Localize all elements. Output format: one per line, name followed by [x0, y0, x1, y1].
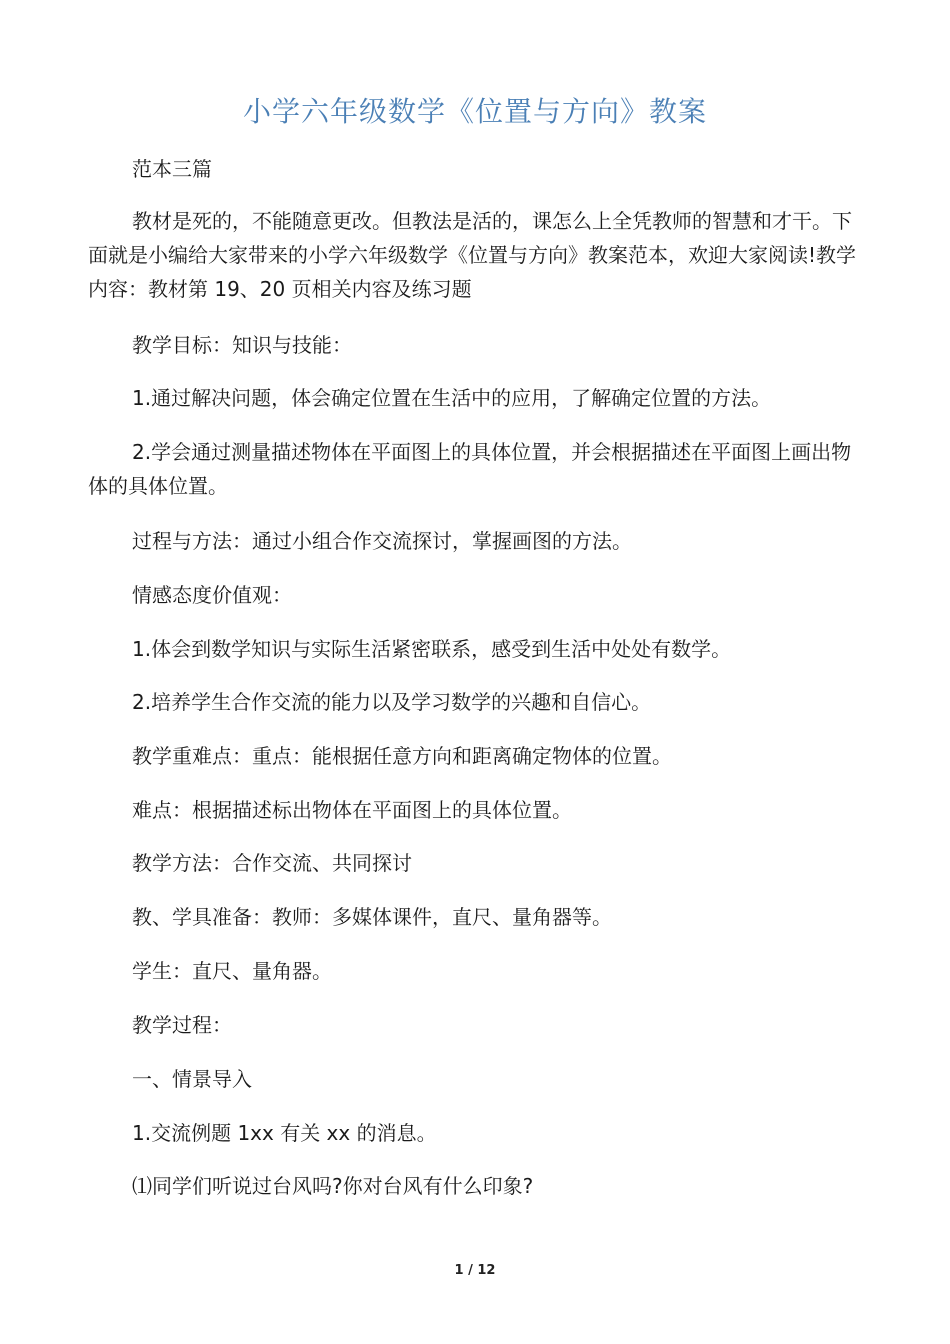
paragraph-emotion-heading: 情感态度价值观： — [132, 583, 292, 607]
paragraph-difficulty: 难点：根据描述标出物体在平面图上的具体位置。 — [132, 798, 572, 822]
paragraph-process-heading: 教学过程： — [132, 1013, 232, 1037]
paragraph-subtitle: 范本三篇 — [132, 157, 212, 181]
paragraph-key-points: 教学重难点：重点：能根据任意方向和距离确定物体的位置。 — [132, 744, 672, 768]
paragraph-question-1: ⑴同学们听说过台风吗?你对台风有什么印象? — [132, 1174, 534, 1198]
paragraph-section-1: 一、情景导入 — [132, 1067, 252, 1091]
paragraph-process-method: 过程与方法：通过小组合作交流探讨，掌握画图的方法。 — [132, 529, 632, 553]
paragraph-tools-student: 学生：直尺、量角器。 — [132, 959, 332, 983]
paragraph-tools-teacher: 教、学具准备：教师：多媒体课件，直尺、量角器等。 — [132, 905, 612, 929]
paragraph-step-1: 1.交流例题 1xx 有关 xx 的消息。 — [132, 1121, 437, 1145]
paragraph-objectives-heading: 教学目标：知识与技能： — [132, 333, 352, 357]
page-indicator: 1 / 12 — [454, 1263, 496, 1278]
paragraph-objective-1: 1.通过解决问题，体会确定位置在生活中的应用，了解确定位置的方法。 — [132, 386, 772, 410]
paragraph-intro: 教材是死的，不能随意更改。但教法是活的，课怎么上全凭教师的智慧和才干。下面就是小编给大家带来的小学六年级数学《位置与方向》教案范本，欢迎大家阅读!教学内容：教材第 19、20 页相关内容及练习题 — [88, 209, 857, 301]
document-title: 小学六年级数学《位置与方向》教案 — [242, 95, 707, 128]
paragraph-objective-2: 2.学会通过测量描述物体在平面图上的具体位置，并会根据描述在平面图上画出物体的具体位置。 — [88, 440, 852, 498]
paragraph-method: 教学方法：合作交流、共同探讨 — [132, 851, 412, 875]
paragraph-emotion-2: 2.培养学生合作交流的能力以及学习数学的兴趣和自信心。 — [132, 690, 652, 714]
paragraph-emotion-1: 1.体会到数学知识与实际生活紧密联系，感受到生活中处处有数学。 — [132, 637, 732, 661]
